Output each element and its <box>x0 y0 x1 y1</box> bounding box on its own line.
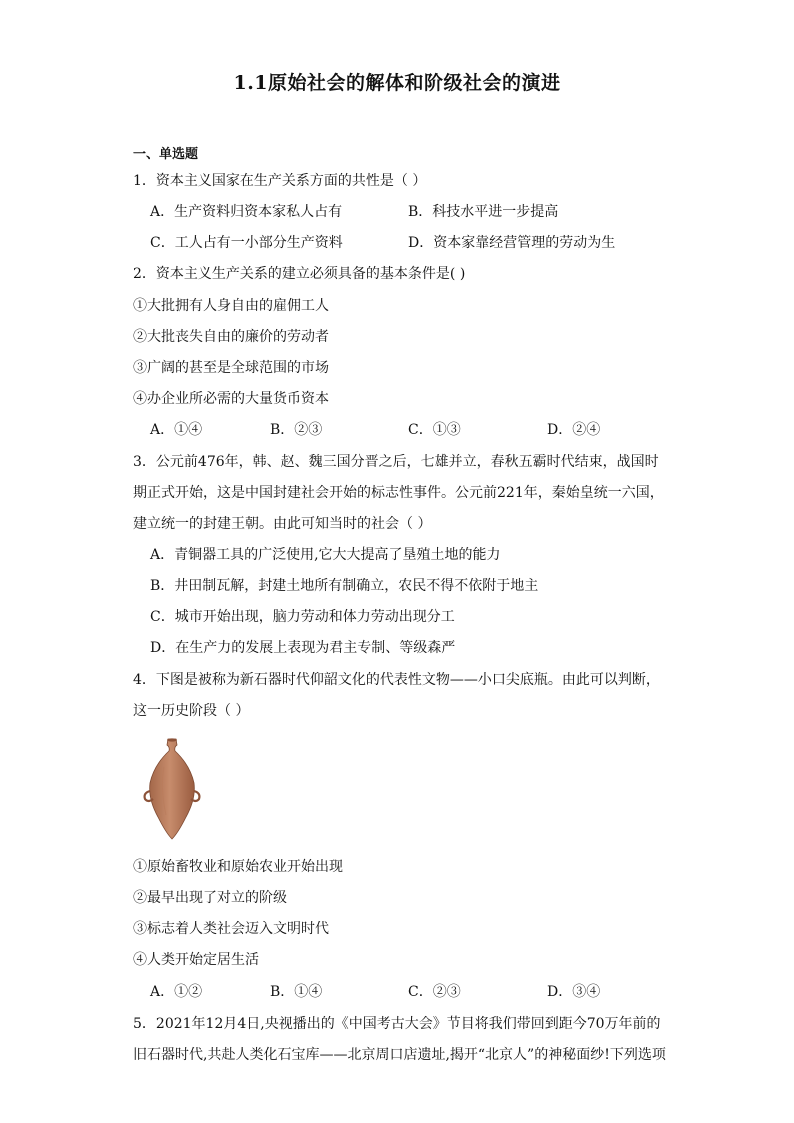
q2-option-d: D．②④ <box>547 422 601 438</box>
page-title: 1.1原始社会的解体和阶级社会的演进 <box>233 72 561 94</box>
q4-option-c: C．②③ <box>408 984 461 1000</box>
q1-option-b: B．科技水平进一步提高 <box>408 204 559 220</box>
question-2-stem: 2．资本主义生产关系的建立必须具备的基本条件是( ) <box>133 266 466 282</box>
question-3-line-2: 期正式开始，这是中国封建社会开始的标志性事件。公元前221年，秦始皇统一六国， <box>133 485 664 501</box>
q2-option-a: A．①④ <box>150 422 203 438</box>
q3-option-b: B．井田制瓦解，封建土地所有制确立，农民不得不依附于地主 <box>150 578 539 594</box>
q1-option-a: A．生产资料归资本家私人占有 <box>150 204 343 220</box>
q4-item-2: ②最早出现了对立的阶级 <box>133 890 287 906</box>
q2-item-2: ②大批丧失自由的廉价的劳动者 <box>133 329 329 345</box>
q3-option-a: A．青铜器工具的广泛使用,它大大提高了垦殖土地的能力 <box>150 547 501 563</box>
q4-item-1: ①原始畜牧业和原始农业开始出现 <box>133 859 343 875</box>
question-5-line-2: 旧石器时代,共赴人类化石宝库——北京周口店遗址,揭开“北京人”的神秘面纱!下列选项 <box>133 1047 666 1063</box>
q4-option-d: D．③④ <box>547 984 601 1000</box>
question-1-stem: 1．资本主义国家在生产关系方面的共性是（ ） <box>133 173 427 189</box>
question-3-line-3: 建立统一的封建王朝。由此可知当时的社会（ ） <box>133 516 432 532</box>
q1-option-c: C．工人占有一小部分生产资料 <box>150 235 343 251</box>
q4-option-a: A．①② <box>150 984 203 1000</box>
question-3-line-1: 3．公元前476年，韩、赵、魏三国分晋之后，七雄并立，春秋五霸时代结束，战国时 <box>133 454 659 470</box>
section-heading: 一、单选题 <box>133 147 199 162</box>
q1-option-d: D．资本家靠经营管理的劳动为生 <box>408 235 616 251</box>
q4-option-b: B．①④ <box>270 984 323 1000</box>
question-4-line-1: 4．下图是被称为新石器时代仰韶文化的代表性文物——小口尖底瓶。由此可以判断， <box>133 672 660 688</box>
q2-option-c: C．①③ <box>408 422 461 438</box>
q2-item-3: ③广阔的甚至是全球范围的市场 <box>133 360 329 376</box>
pointed-bottom-bottle-image <box>140 737 204 841</box>
q3-option-d: D．在生产力的发展上表现为君主专制、等级森严 <box>150 640 456 656</box>
q2-item-1: ①大批拥有人身自由的雇佣工人 <box>133 298 329 314</box>
q3-option-c: C．城市开始出现，脑力劳动和体力劳动出现分工 <box>150 609 455 625</box>
q2-option-b: B．②③ <box>270 422 323 438</box>
q4-item-3: ③标志着人类社会迈入文明时代 <box>133 921 329 937</box>
question-5-line-1: 5．2021年12月4日,央视播出的《中国考古大会》节目将我们带回到距今70万年前的 <box>133 1016 661 1032</box>
q2-item-4: ④办企业所必需的大量货币资本 <box>133 391 329 407</box>
q4-item-4: ④人类开始定居生活 <box>133 952 259 968</box>
question-4-line-2: 这一历史阶段（ ） <box>133 703 250 719</box>
